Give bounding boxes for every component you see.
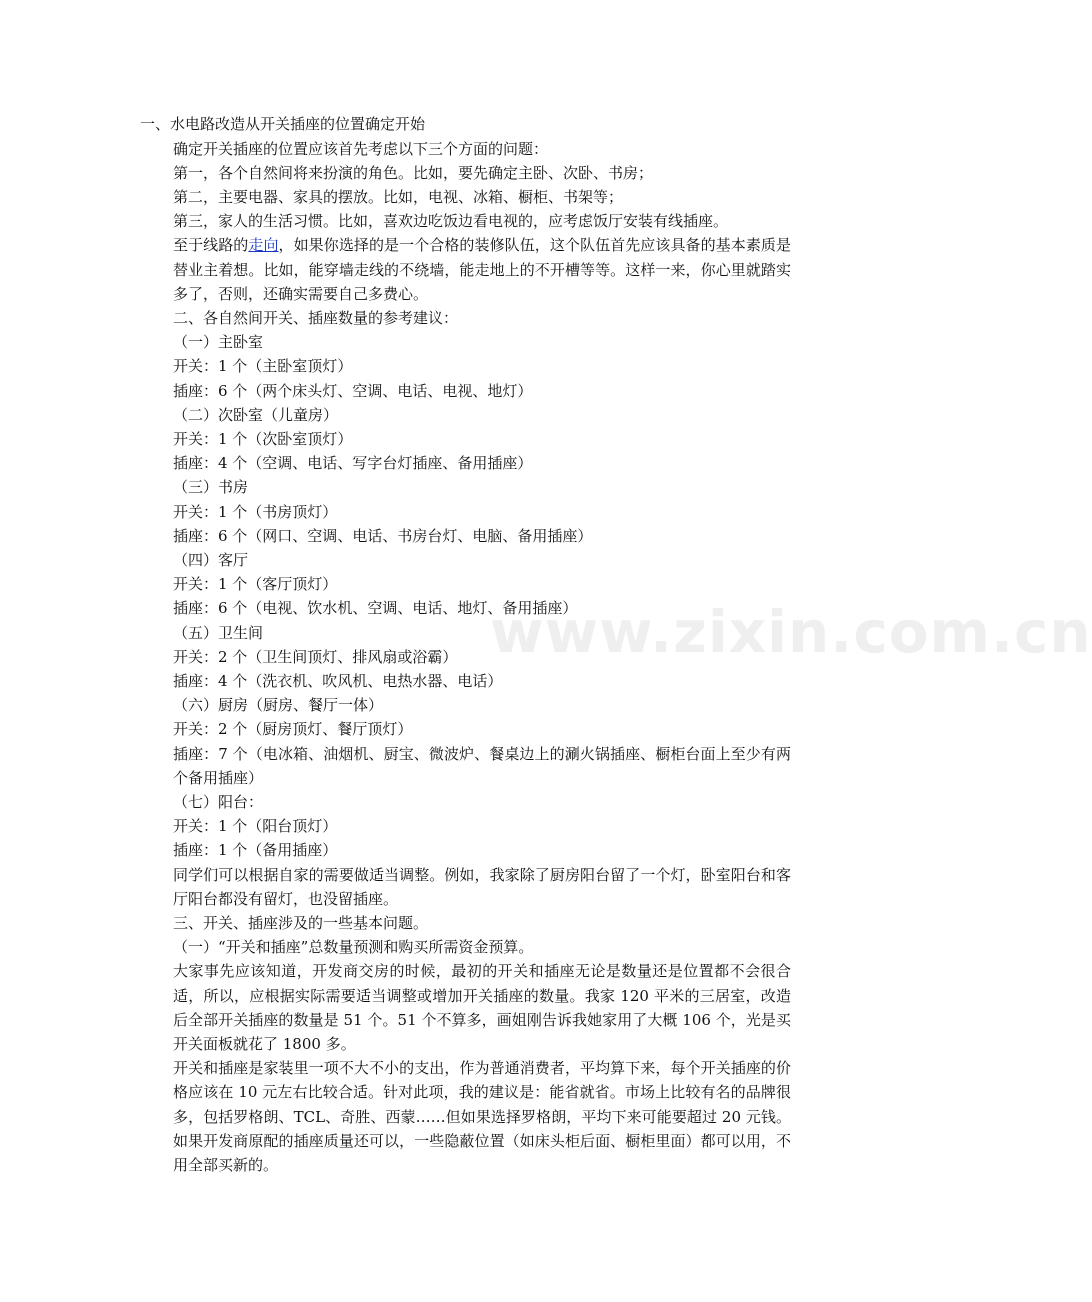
room-name: （五）卫生间 bbox=[173, 623, 264, 642]
document-body bbox=[173, 137, 791, 1178]
budget-paragraph: 开关和插座是家装里一项不大不小的支出，作为普通消费者，平均算下来，每个开关插座的价格应该在 10 元左右比较合适。针对此项，我的建议是：能省就省。市场上比较有名的品牌很多，包括罗格朗、TCL、奇胜、西蒙……但如果选择罗格朗，平均下来可能要超过 20 元钱。如果开发商原配的插座质量还可以，一些隐蔽位置（如床头柜后面、橱柜里面）都可以用，不用全部买新的。 bbox=[173, 1059, 791, 1175]
room-socket: 插座：4 个（洗衣机、吹风机、电热水器、电话） bbox=[173, 671, 503, 690]
room-name: （三）书房 bbox=[173, 478, 249, 497]
intro-line: 第二，主要电器、家具的摆放。比如，电视、冰箱、橱柜、书架等； bbox=[173, 187, 624, 206]
room-socket: 插座：1 个（备用插座） bbox=[173, 841, 338, 860]
intro-line: 第一，各个自然间将来扮演的角色。比如，要先确定主卧、次卧、书房； bbox=[173, 163, 654, 182]
room-socket: 插座：6 个（网口、空调、电话、书房台灯、电脑、备用插座） bbox=[173, 526, 593, 545]
section-3-title: 三、开关、插座涉及的一些基本问题。 bbox=[173, 914, 429, 932]
room-socket: 插座：6 个（电视、饮水机、空调、电话、地灯、备用插座） bbox=[173, 599, 578, 618]
route-link[interactable]: 走向 bbox=[248, 236, 279, 255]
room-socket: 插座：6 个（两个床头灯、空调、电话、电视、地灯） bbox=[173, 381, 533, 400]
room-name: （六）厨房（厨房、餐厅一体） bbox=[173, 696, 384, 715]
intro-line: 第三，家人的生活习惯。比如，喜欢边吃饭边看电视的，应考虑饭厅安装有线插座。 bbox=[173, 212, 729, 231]
subsection-title: （一）“开关和插座”总数量预测和购买所需资金预算。 bbox=[173, 938, 534, 957]
room-name: （四）客厅 bbox=[173, 550, 249, 569]
room-switch: 开关：1 个（主卧室顶灯） bbox=[173, 357, 353, 376]
room-switch: 开关：1 个（阳台顶灯） bbox=[173, 817, 338, 836]
room-socket: 插座：7 个（电冰箱、油烟机、厨宝、微波炉、餐桌边上的涮火锅插座、橱柜台面上至少有两个备用插座） bbox=[173, 744, 791, 787]
section-1-heading: 一、水电路改造从开关插座的位置确定开始 bbox=[140, 115, 426, 133]
route-paragraph bbox=[173, 233, 791, 306]
room-name: （七）阳台： bbox=[173, 792, 264, 811]
watermark: www.zixin.com.cn bbox=[490, 598, 1092, 666]
room-switch: 开关：2 个（厨房顶灯、餐厅顶灯） bbox=[173, 720, 413, 739]
room-switch: 开关：1 个（书房顶灯） bbox=[173, 502, 338, 521]
route-text-after: ，如果你选择的是一个合格的装修队伍，这个队伍首先应该具备的基本素质是替业主着想。比如，能穿墙走线的不绕墙，能走地上的不开槽等等。这样一来，你心里就踏实多了，否则，还确实需要自己多费心。 bbox=[173, 236, 791, 303]
room-switch: 开关：1 个（客厅顶灯） bbox=[173, 575, 338, 594]
quantity-paragraph: 大家事先应该知道，开发商交房的时候，最初的开关和插座无论是数量还是位置都不会很合适，所以，应根据实际需要适当调整或增加开关插座的数量。我家 120 平米的三居室，改造后全部开关插座的数量是 51 个。51 个不算多，画姐刚告诉我她家用了大概 106 个，光是买开关面板就花了 1800 多。 bbox=[173, 962, 791, 1054]
intro-line: 确定开关插座的位置应该首先考虑以下三个方面的问题： bbox=[173, 139, 549, 158]
section-2-title: 二、各自然间开关、插座数量的参考建议： bbox=[173, 308, 459, 327]
room-name: （二）次卧室（儿童房） bbox=[173, 405, 339, 424]
room-socket: 插座：4 个（空调、电话、写字台灯插座、备用插座） bbox=[173, 454, 533, 473]
room-switch: 开关：2 个（卫生间顶灯、排风扇或浴霸） bbox=[173, 647, 458, 666]
room-switch: 开关：1 个（次卧室顶灯） bbox=[173, 429, 353, 448]
adjustment-note: 同学们可以根据自家的需要做适当调整。例如，我家除了厨房阳台留了一个灯，卧室阳台和客厅阳台都没有留灯，也没留插座。 bbox=[173, 865, 791, 908]
room-name: （一）主卧室 bbox=[173, 333, 264, 352]
route-text-before: 至于线路的 bbox=[173, 236, 249, 255]
